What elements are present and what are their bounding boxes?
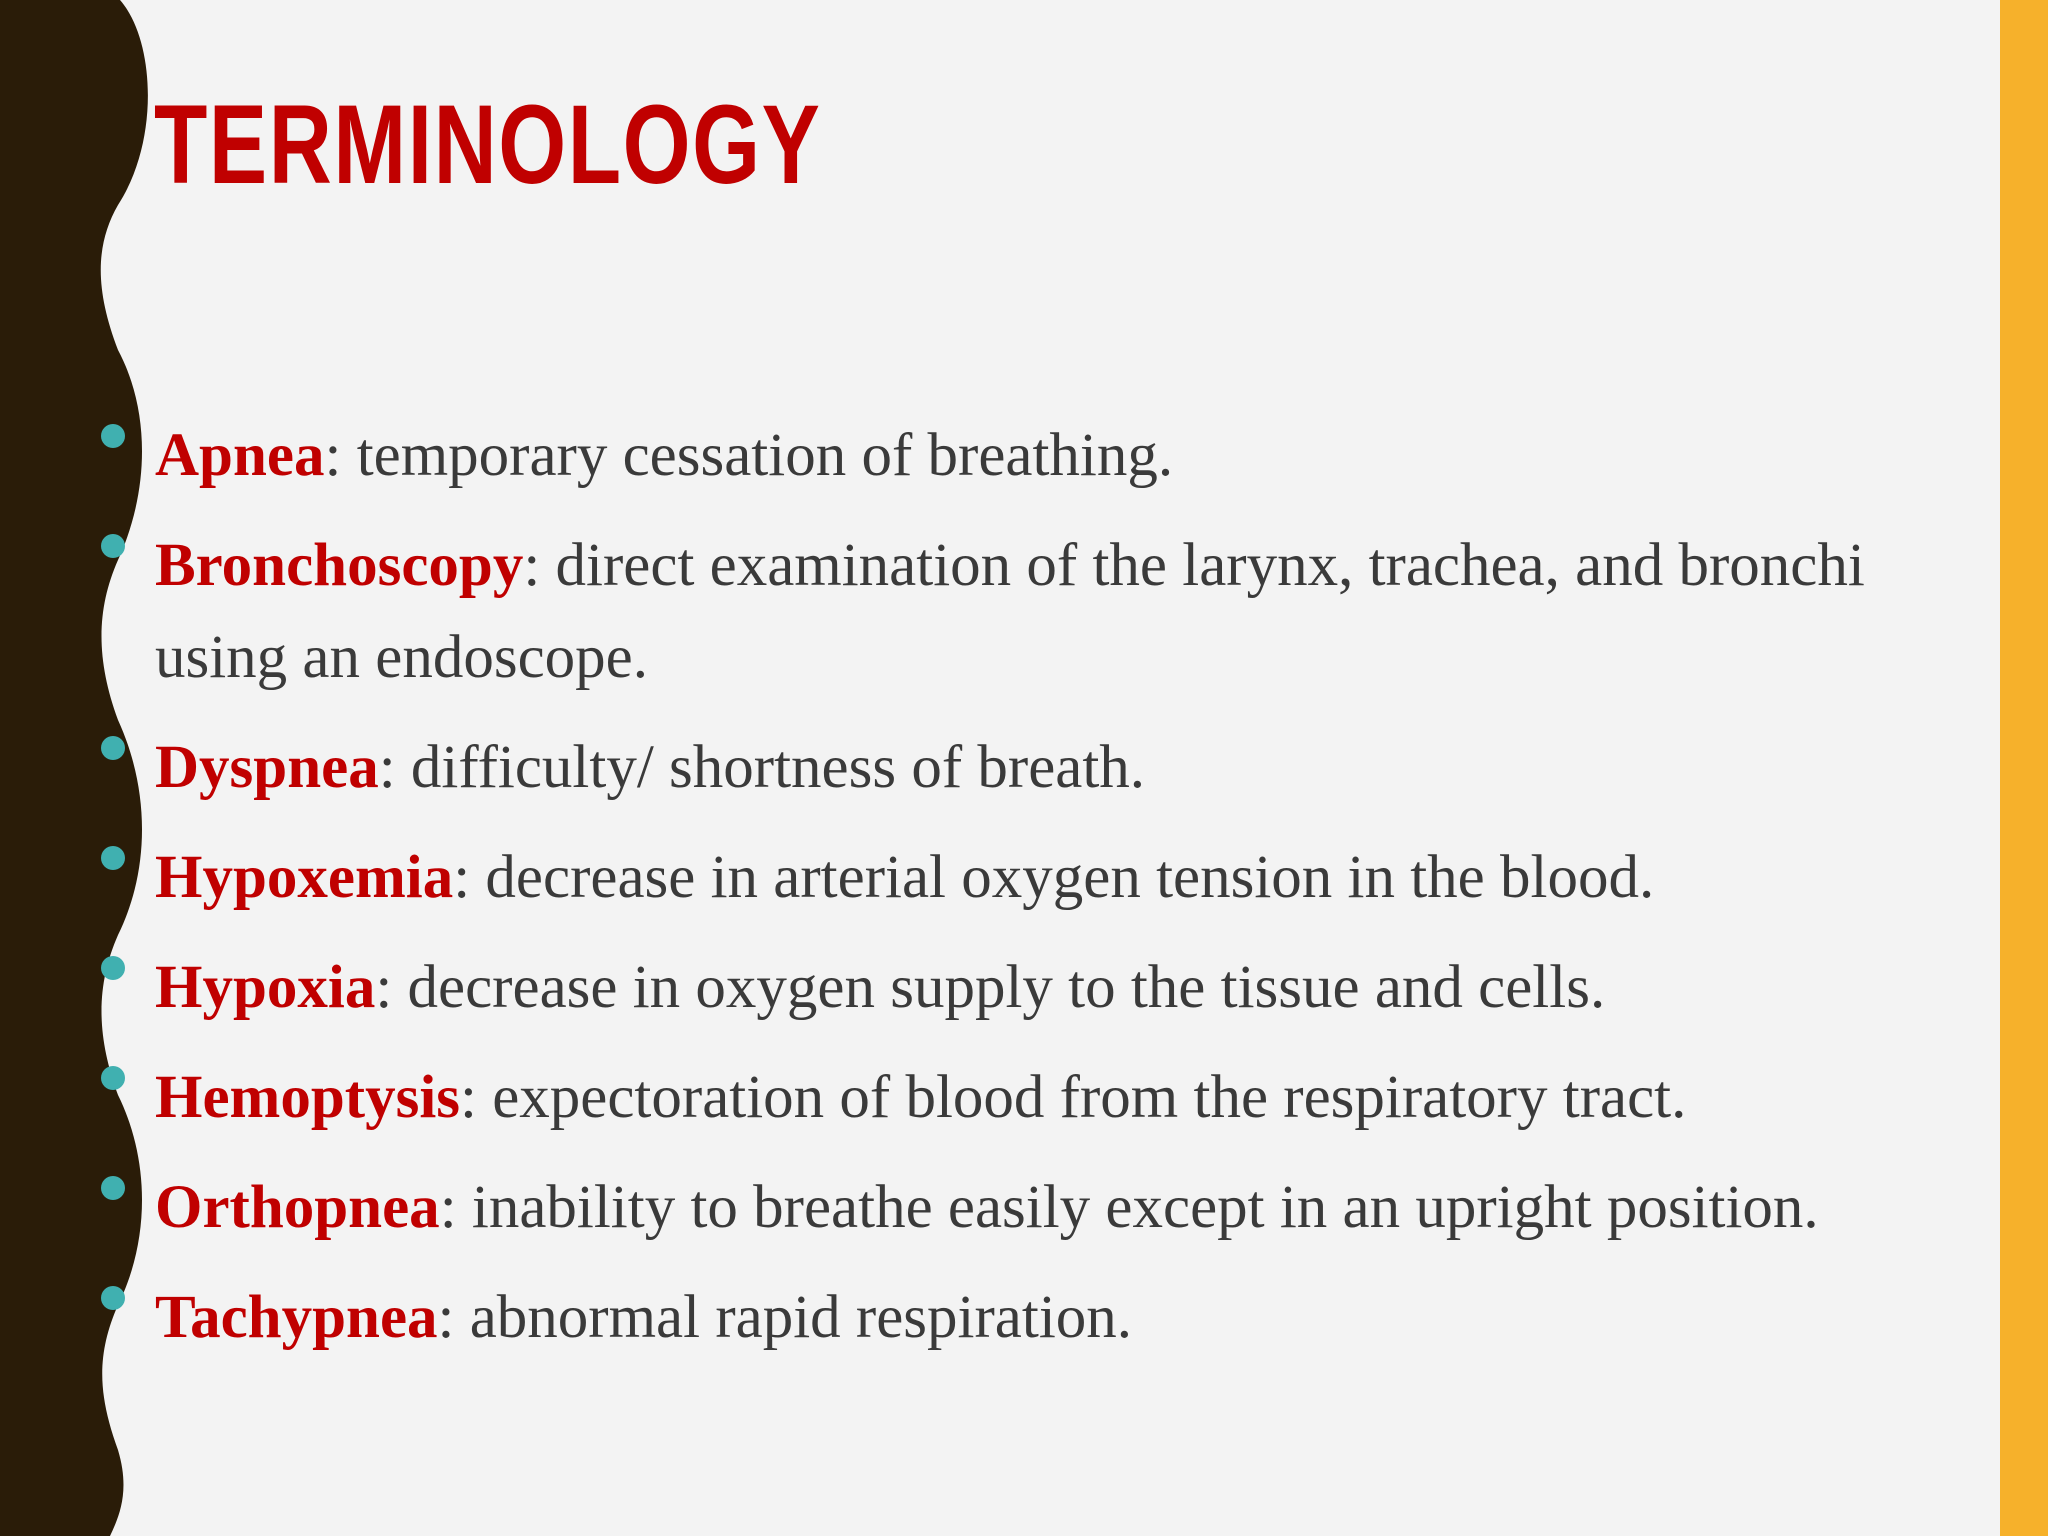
term-colon: : xyxy=(378,734,396,801)
term-definition: direct examination of the larynx, trachea, and bronchi using an endoscope. xyxy=(155,532,1865,691)
term-definition: decrease in oxygen supply to the tissue and cells. xyxy=(392,954,1606,1021)
term-label: Apnea xyxy=(155,422,325,489)
term-definition: decrease in arterial oxygen tension in the blood. xyxy=(470,844,1655,911)
term-label: Orthopnea xyxy=(155,1174,440,1241)
term-label: Tachypnea xyxy=(155,1284,438,1351)
bullet-dot-icon xyxy=(101,1176,125,1200)
term-definition: inability to breathe easily except in an upright position. xyxy=(456,1174,1819,1241)
list-item xyxy=(155,410,1895,502)
term-definition: temporary cessation of breathing. xyxy=(341,422,1174,489)
term-colon: : xyxy=(439,1174,457,1241)
term-label: Dyspnea xyxy=(155,734,379,801)
bullet-dot-icon xyxy=(101,846,125,870)
slide-title: TERMINOLOGY xyxy=(154,82,822,207)
list-item xyxy=(155,942,1895,1034)
term-label: Hypoxia xyxy=(155,954,376,1021)
bullet-dot-icon xyxy=(101,1286,125,1310)
term-colon: : xyxy=(324,422,342,489)
term-colon: : xyxy=(453,844,471,911)
list-item xyxy=(155,1272,1895,1364)
bullet-dot-icon xyxy=(101,1066,125,1090)
term-definition: expectoration of blood from the respiratory tract. xyxy=(476,1064,1687,1131)
list-item xyxy=(155,1052,1895,1144)
list-item xyxy=(155,722,1895,814)
term-colon: : xyxy=(523,532,541,599)
left-wavy-band xyxy=(0,0,170,1536)
bullet-dot-icon xyxy=(101,956,125,980)
list-item xyxy=(155,832,1895,924)
bullet-dot-icon xyxy=(101,736,125,760)
term-definition: difficulty/ shortness of breath. xyxy=(395,734,1146,801)
terminology-list xyxy=(155,410,1895,1382)
bullet-dot-icon xyxy=(101,534,125,558)
term-label: Hypoxemia xyxy=(155,844,454,911)
term-colon: : xyxy=(375,954,393,1021)
term-colon: : xyxy=(460,1064,477,1131)
term-label: Hemoptysis xyxy=(155,1064,460,1131)
term-definition: abnormal rapid respiration. xyxy=(454,1284,1133,1351)
term-colon: : xyxy=(437,1284,455,1351)
bullet-dot-icon xyxy=(101,424,125,448)
term-label: Bronchoscopy xyxy=(155,532,524,599)
list-item xyxy=(155,1162,1895,1254)
list-item xyxy=(155,520,1895,704)
right-accent-bar xyxy=(2000,0,2048,1536)
